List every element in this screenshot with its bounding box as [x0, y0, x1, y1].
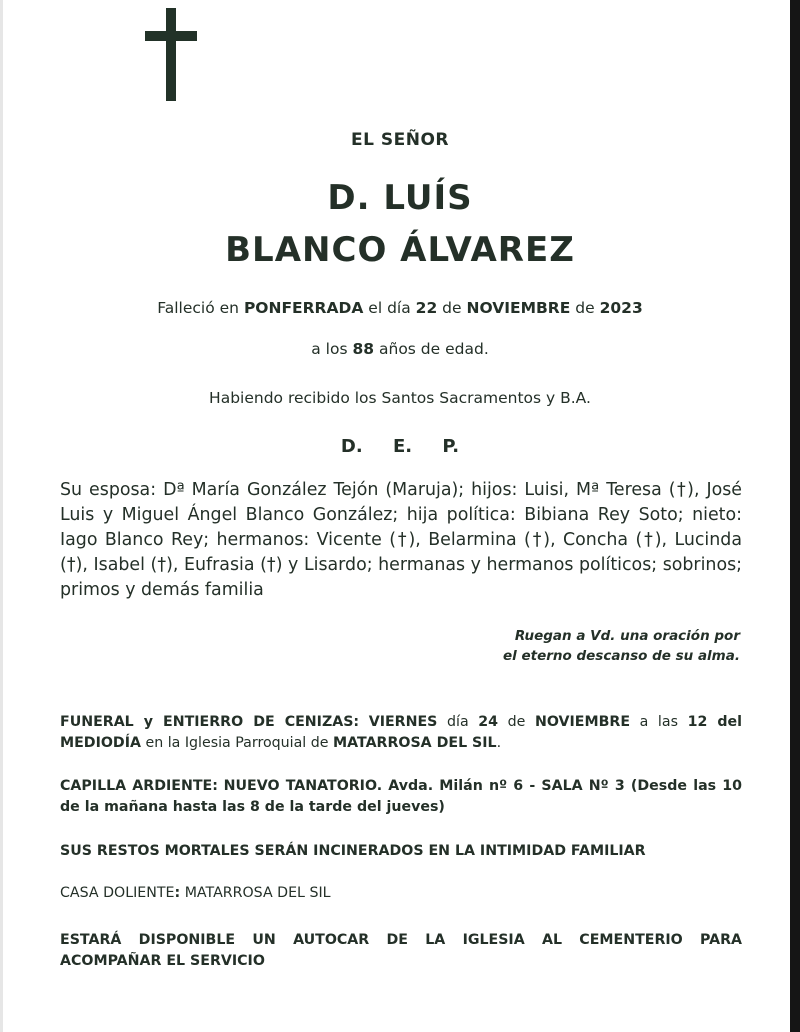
cross-icon: [145, 8, 197, 101]
title-el-senor: EL SEÑOR: [351, 130, 449, 150]
death-day: 22: [415, 299, 438, 317]
dep-line: D. E. P.: [340, 436, 460, 457]
family-list: Su esposa: Dª María González Tejón (Maruja); hijos: Luisi, Mª Teresa (†), José Luis y Miguel Ángel Blanco González; hija política: Bibiana Rey Soto; nieto: Iago Blanco Rey; hermanos: Vicente (†), Belarmina (†), Concha (†), Lucinda (†), Isabel (†), Eufrasia (†) y Lisardo; hermanas y hermanos políticos; sobrinos; primos y demás familia: [60, 480, 742, 600]
deceased-name-line1: D. LUÍS: [327, 178, 473, 218]
chapel-info: CAPILLA ARDIENTE: NUEVO TANATORIO. Avda. Milán nº 6 - SALA Nº 3 (Desde las 10 de la mañana hasta las 8 de la tarde del jueves): [60, 778, 743, 815]
funeral-info: FUNERAL y ENTIERRO DE CENIZAS: VIERNES día 24 de NOVIEMBRE a las 12 del MEDIODÍA en la Iglesia Parroquial de MATARROSA DEL SIL.: [60, 714, 742, 751]
left-edge: [0, 0, 3, 1032]
prayer-request: Ruegan a Vd. una oración por el eterno descanso de su alma.: [503, 628, 740, 664]
age-info: a los 88 años de edad.: [311, 340, 489, 358]
house-info: CASA DOLIENTE: MATARROSA DEL SIL: [60, 885, 331, 901]
death-year: 2023: [599, 299, 643, 317]
remains-info: SUS RESTOS MORTALES SERÁN INCINERADOS EN LA INTIMIDAD FAMILIAR: [60, 843, 646, 859]
death-info: Falleció en PONFERRADA el día 22 de NOVIEMBRE de 2023: [157, 299, 643, 317]
death-month: NOVIEMBRE: [466, 299, 571, 317]
right-border: [790, 0, 800, 1032]
bus-info: ESTARÁ DISPONIBLE UN AUTOCAR DE LA IGLESIA AL CEMENTERIO PARA ACOMPAÑAR EL SERVICIO: [60, 932, 742, 969]
sacraments-line: Habiendo recibido los Santos Sacramentos y B.A.: [209, 389, 591, 407]
age-years: 88: [352, 340, 375, 358]
death-place: PONFERRADA: [243, 299, 364, 317]
deceased-name-line2: BLANCO ÁLVAREZ: [225, 230, 575, 270]
